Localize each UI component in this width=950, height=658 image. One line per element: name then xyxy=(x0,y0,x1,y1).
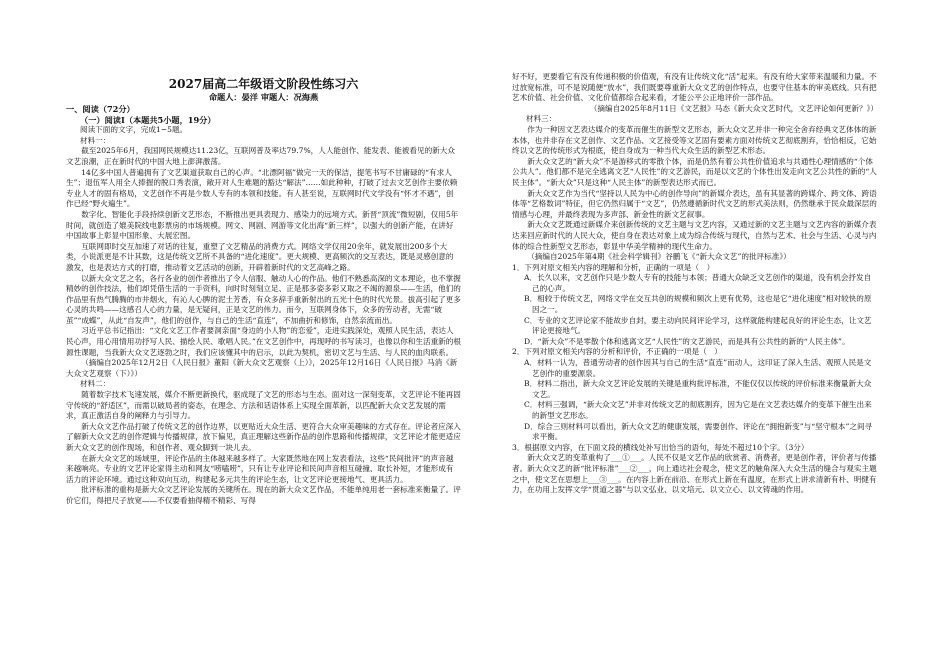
exam-title: 2027届高二年级语文阶段性练习六 xyxy=(168,77,359,91)
question-1-stem: 1．下列对原文相关内容的理解和分析，正确的一项是（ ） xyxy=(512,262,715,272)
paragraph: 截至2025年6月，我国网民规模达11.23亿，互联网普及率达79.7%，人人能创作、能发表、能被看见的新大众文艺浪潮，正在新时代的中国大地上澎湃激荡。 xyxy=(66,146,455,166)
question-1-option-d: D．“新大众”不是零散个体和逃离文艺“人民性”的文艺游民，而是具有公共性的新的“人民主体”。 xyxy=(524,336,850,346)
paragraph: 以新大众文艺之名，各行各业的创作者推出了令人信服、触动人心的作品。他们不熟悉高深的文本理论，也不掌握精妙的创作技法，他们却凭借生活的一手资料，向时时刻刻立足、正是那多姿多彩又取之不竭的源泉——生活，他们的作品里有热气腾腾的市井烟火，有沁人心脾的泥土芳香，有众多辞手重新射出的五光十色的时代光景。拔高引起了更多心灵的共鸣——这感召人心的力量，是无疑问，正是文艺的伟力。而今，互联网身体下，众多的劳动者，无需“破茧”“成蝶”，从此“自发声”，他们的创作，与自己的生活“直连”，不加曲折和修饰，自然亲流而出。 xyxy=(66,273,461,325)
material-3-label: 材料三： xyxy=(526,114,557,124)
paragraph: 随着数字技术飞速发展，媒介不断更新换代，驱成现了文艺的形态与生态。面对这一深刻变革，文艺评论不能再固守传统的“舒适区”，而需以破局者的姿态，在理念、方法和话语体系上实现全面革新，以匹配新大众文艺发展的需求，真正激活自身的阐释力与引导力。 xyxy=(66,390,461,421)
source-citation: （摘编自2025年12月2日《人民日报》董阳《新大众文艺观察（上）》，2025年12月16日《人民日报》马消《新大众文艺观察（下）》） xyxy=(66,358,458,378)
paragraph: 习近平总书记指出：“文化文艺工作者要洞亲面“身边的小人物”的恋爱”，走进实践深处，观照人民生活，表达人民心声，用心用情用功抒写人民、描绘人民、歌唱人民。”在文艺创作中，再现呼的书写读习，也像以你和生活重新的根源性课题，当我新大众文艺逐勃之时，我们应该懂其中的启示，以此为契机，密切文艺与生活、与人民的血肉联系。 xyxy=(66,326,461,357)
paragraph: 批评标准的重构是新大众文艺评论发展的关键所在。现在的新大众文艺作品，不能单纯用老一套标准来衡量了。评价它们，得把尺子放宽——不仅要看抽得精不精彩、写得 xyxy=(66,485,461,505)
paragraph: 新大众文艺的“新大众”不是游移式的零散个体，而是仍然有着公共性价值追求与共通性心理情感的“个体公共人”。他们都不是完全逃离文艺“人民性”的文艺游民，而是以文艺的个体性出发走向文艺公共性的新的“人民主体”。“新大众”只是这种“人民主体”的新型表达形式而已。 xyxy=(512,156,877,187)
paragraph: 作为一种因文艺表达媒介的变革而催生的新型文艺形态，新大众文艺并非一种完全舍弃经典文艺体体的新本体，也并非存在文艺创作、文艺作品、文艺接受等文艺固有要素方面对传统文艺彻底割弃，恰恰相反，它始终以文艺的传统形式为根底，使自身成为一种当代大众生活的新型艺术形态。 xyxy=(512,124,877,156)
question-1-option-a: A．长久以来，文艺创作只是少数人专有的技能与本领；普通大众缺乏文艺创作的渠道，没有机会抒发自己的心声。 xyxy=(524,273,872,293)
subsection-heading: （一）阅读Ⅰ（本题共5小题，19分） xyxy=(80,114,216,125)
material-2-label: 材料二： xyxy=(80,379,111,389)
section-heading: 一、阅读（72分） xyxy=(66,104,135,114)
question-2-option-d: D．综合三则材料可以看出，新大众文艺的健康发展，需要创作、评论在“拥抱新变”与“坚守根本”之间寻求平衡。 xyxy=(524,421,873,442)
paragraph: 新大众文艺作品打破了传统文艺的创作边界，以更贴近大众生活、更符合大众审美趣味的方式存在。评论者应深入了解新大众文艺的创作逻辑与传播规律，放下偏见，真正理解这些新作品的创作思路和传播规律，文艺评论才能更适应新大众文艺的创作现场，和创作者、观众脚到一块儿去。 xyxy=(66,421,461,452)
instruction: 阅读下面的文字，完成1~5题。 xyxy=(80,125,188,135)
paragraph: 新大众文艺既通过新媒介来创新传统的文艺主题与文艺内容，又通过新的文艺主题与文艺内容的新媒介表达来回应新时代的人民大众，使自身在表达对象上成为综合传统与现代，自然与艺术、社会与生活、心灵与内体的综合性新型文艺形态，彰显中华美学精神的现代生命力。 xyxy=(512,220,877,251)
paragraph: 互联网即时交互加速了对话的往复，重塑了文艺精品的消费方式。网络文学仅用20余年，就发展出200多个大类，小说派更是不计其数，这是传统文艺所不具备的“进化速度”。更大规模、更高频次的交互表达，既是灵感创意的激发，也是表达方式的打磨，推动着文艺活动的创新，开辟着新时代的文艺高峰之路。 xyxy=(66,241,454,272)
exam-setters: 命题人：晏洋 审题人：况海燕 xyxy=(208,92,319,102)
question-1-option-b: B．相较于传统文艺，网络文学在交互共创的规模和频次上更有优势，这也是它“进化速度”相对较快的原因之一。 xyxy=(524,294,872,315)
paragraph: 数字化、智能化手段持续创新文艺形态，不断推出更具表现力、感染力的远境方式。新晋“顶流”微短剧，仅用5年时间，就创造了媲美院线电影票房的市场规模。网文、网剧、网游等文化出海“新三样”，以强大的创新产能，在讲好中国故事上彰显中国形象、大展宏图。 xyxy=(66,209,459,241)
source-citation: （摘编自2025年第4期《社会科学辑刊》谷鹏飞《“新大众文艺”的批评标准》） xyxy=(527,252,791,262)
question-3-passage: 新大众文艺的变革重构了___①___。人民不仅是文艺作品的欣赏者、消费者，更是创作者，评价者与传播者。新大众文艺的新“批评标准”___②___，向上通达社会观念，使文艺的触角深入大众生活的缝合与观实主题之中，使文艺在思想上___③___。在内容上新在前沿、在形式上新在有温度，在形式上讲求清新有朴、明健有力，在功用上发挥文学“贯道之器”与以文弘业、以文培元、以文立心、以文铸魂的作用。 xyxy=(512,453,877,495)
paragraph: 新大众文艺作为当代“坚持以人民为中心的创作导向”的新媒介表达，虽有其显著的跨媒介、跨文体、跨语体等“艺格数词”特征，但它仍然归属于“文艺”，仍然遵循新时代文艺的形式美法则，仍然继承于民众最深层的情感与心理，并最终表现为多声部、新金性的新文艺叙事。 xyxy=(512,188,877,219)
paragraph: 14亿多中国人普遍拥有了文艺渠道获取自己的心声。“北漂阿福”做完一天的保洁，提笔书写不甘庸碌的“有求人生”；退伍军人用全人捧握的脱口秀表演，敞开对人生难题的豁达“解法”……如此种种，打破了过去文艺创作主要依赖专业人才的固有格局，文艺创作不再是少数人专有的本领和技能。有人甚至说，互联网时代文学没有“怀才不遇”，创作已经“野火遍生”。 xyxy=(66,167,458,209)
question-2-option-a: A．材料一认为，普通劳动者的创作因其与自己的生活“直连”而动人，这印证了深入生活、观照人民是文艺创作的重要源泉。 xyxy=(524,358,872,378)
question-1-option-c: C．专业的文艺评论家不能故步自封，要主动向民间评论学习，这样就能构建起良好的评论生态，让文艺评论更接地气。 xyxy=(524,315,872,336)
material-1-label: 材料一： xyxy=(80,135,111,145)
question-3-stem: 3．根据原文内容，在下面文段的横线处补写出恰当的语句，每处不超过10个字。（3分） xyxy=(512,442,809,452)
paragraph: 好不好，更要看它有没有传递积极的价值观，有没有让传统文化“活”起来。有没有给大家带来温暖和力量。不过放宽标准，可不是说随便“放水”，我们既要尊重新大众文艺的创作特点，也要守住基本的审美底线。只有把艺术价值、社会价值、文化价值都综合起来看，才能公平公正地评价一部作品。 xyxy=(512,72,877,103)
question-2-stem: 2．下列对原文相关内容的分析和评价，不正确的一项是（ ） xyxy=(512,347,722,357)
right-column xyxy=(512,72,878,496)
source-citation: （摘编自2025年8月11日《文艺报》马态《新大众文艺时代，文艺评论如何更新？》） xyxy=(589,103,878,113)
question-2-option-c: C．材料三强调，“新大众文艺”并非对传统文艺的彻底割弃，因为它是在文艺表达媒介的变革下催生出来的新型文艺形态。 xyxy=(524,400,872,420)
paragraph: 在新大众文艺的场域里，评论作品的主体越来越多样了。大家既然地在网上发表看法，这些“民间批评”的声音越来越响亮。专业的文艺评论家得主动和网友“唠嗑唠”，只有让专业评论和民间声音相互碰撞、取长补短，才能形成有活力的评论环境。通过这种双向互动，构建起多元共生的评论生态，让文艺评论更接地气、更具活力。 xyxy=(66,453,454,484)
left-column xyxy=(66,76,461,507)
question-2-option-b: B．材料二指出，新大众文艺评论发展的关键是重构批评标准，不能仅仅以传统的评价标准来衡量新大众文艺。 xyxy=(524,379,872,399)
